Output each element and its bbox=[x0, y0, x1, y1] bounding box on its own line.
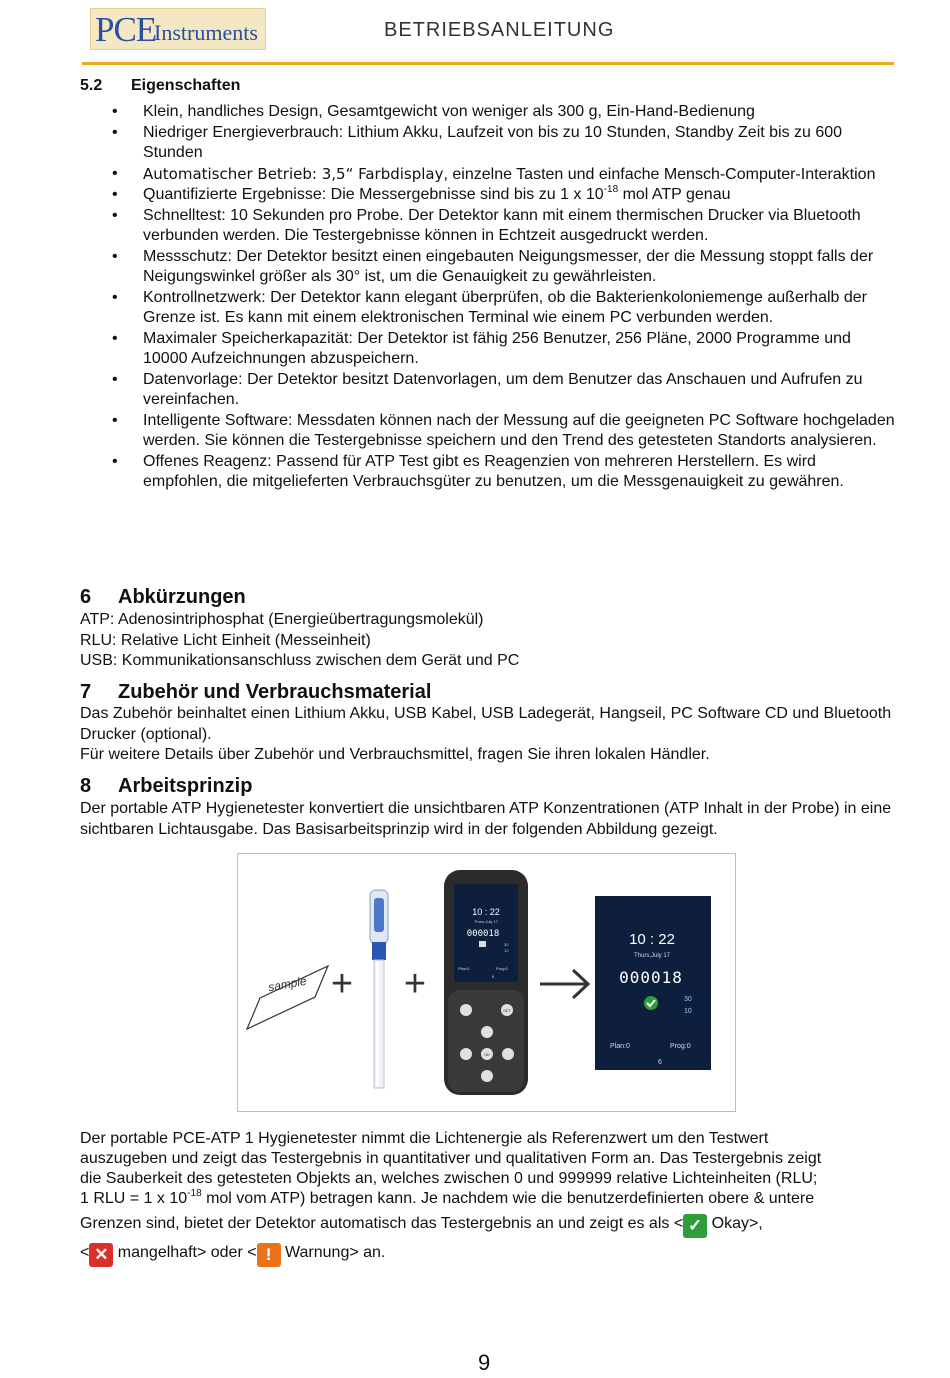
section-7-number: 7 bbox=[80, 681, 92, 703]
section-8-paragraph: Der portable ATP Hygienetester konvertiert die unsichtbaren ATP Konzentrationen (ATP Inhalt in der Probe) in eine sichtbaren Lichtausgabe. Das Basisarbeitsprinzip wird in der folgenden Abbildung gezeigt. bbox=[80, 800, 892, 838]
device-lower-limit: 10 bbox=[504, 948, 509, 953]
list-item: • Schnelltest: 10 Sekunden pro Probe. Der Detektor kann mit einem thermischen Drucker via Bluetooth verbunden werden. Die Testergebnisse können in Echtzeit ausgedruckt werden. bbox=[80, 206, 895, 247]
zoom-prog: Prog:0 bbox=[670, 1043, 691, 1050]
zoom-date: Thurs,July 17 bbox=[633, 953, 671, 959]
section-7-title: Zubehör und Verbrauchsmaterial bbox=[118, 681, 432, 703]
abbreviation-atp: ATP: Adenosintriphosphat (Energieübertragungsmolekül) bbox=[80, 611, 484, 628]
device-prog: Prog:0 bbox=[496, 966, 508, 971]
device-time: 10 : 22 bbox=[472, 907, 500, 917]
list-item: • Klein, handliches Design, Gesamtgewicht von weniger als 300 g, Ein-Hand-Bedienung bbox=[80, 102, 895, 123]
abbreviation-rlu: RLU: Relative Licht Einheit (Messeinheit) bbox=[80, 631, 371, 649]
list-item: • Datenvorlage: Der Detektor besitzt Datenvorlagen, um dem Benutzer das Anschauen und Aufrufen zu vereinfachen. bbox=[80, 370, 895, 411]
sample-label: sample bbox=[267, 973, 308, 995]
section-7-paragraph-2: Für weitere Details über Zubehör und Verbrauchsmittel, fragen Sie ihren lokalen Händler. bbox=[80, 746, 710, 763]
zoom-value: 000018 bbox=[619, 968, 683, 987]
section-8-number: 8 bbox=[80, 775, 92, 797]
closing-line-4: 1 RLU = 1 x $10^{-18}$ mol vom ATP) betragen kann. Je nachdem wie die benutzerdefinierten obere & untere bbox=[80, 1187, 815, 1207]
zoomed-display-image bbox=[595, 896, 711, 1070]
arrow-right-icon bbox=[540, 970, 588, 998]
section-7-paragraph-1: Das Zubehör beinhaltet einen Lithium Akku, USB Kabel, USB Ladegerät, Hangseil, PC Software CD und Bluetooth Drucker (optional). bbox=[80, 705, 892, 743]
zoom-lower-limit: 10 bbox=[684, 1008, 692, 1015]
warning-icon: ! bbox=[257, 1243, 281, 1267]
device-user-count: 6 bbox=[492, 974, 495, 979]
list-item: • Intelligente Software: Messdaten können nach der Messung auf die geeigneten PC Software hochgeladen werden. Sie können die Testergebnisse speichern und den Trend des getesteten Standorts analysieren. bbox=[80, 411, 895, 452]
list-item: • Offenes Reagenz: Passend für ATP Test gibt es Reagenzien von mehreren Herstellern. Es wird empfohlen, die mitgelieferten Verbrauchsgüter zu benutzen, um die Messgenauigkeit zu gewähren. bbox=[80, 452, 895, 493]
device-set-key: SET bbox=[503, 1008, 511, 1013]
zoom-plan: Plan:0 bbox=[610, 1043, 630, 1050]
fail-icon: ✕ bbox=[89, 1243, 113, 1267]
section-5-2-title: Eigenschaften bbox=[131, 77, 241, 94]
device-value: 000018 bbox=[466, 929, 500, 939]
list-item: • Automatischer Betrieb: 3,5“ Farbdisplay, einzelne Tasten und einfache Mensch-Computer-Interaktion bbox=[80, 164, 895, 186]
section-6-title: Abkürzungen bbox=[118, 586, 246, 608]
list-item: • Maximaler Speicherkapazität: Der Detektor ist fähig 256 Benutzer, 256 Pläne, 2000 Programme und 10000 Aufzeichnungen abzuspeichern. bbox=[80, 329, 895, 370]
list-item: • Niedriger Energieverbrauch: Lithium Akku, Laufzeit von bis zu 10 Stunden, Standby Zeit bis zu 600 Stunden bbox=[80, 123, 895, 164]
pce-logo bbox=[90, 8, 266, 50]
zoom-time: 10 : 22 bbox=[629, 931, 675, 948]
working-principle-figure bbox=[237, 853, 736, 1112]
abbreviation-list bbox=[80, 610, 895, 672]
okay-icon: ✓ bbox=[683, 1214, 707, 1238]
atp-device-image bbox=[444, 870, 528, 1095]
zoom-user-count: 6 bbox=[658, 1059, 662, 1066]
closing-line-1: Der portable PCE-ATP 1 Hygienetester nimmt die Lichtenergie als Referenzwert um den Testwert bbox=[80, 1130, 769, 1147]
sample-shape bbox=[247, 966, 328, 1029]
feature-list bbox=[80, 102, 895, 493]
document-title: BETRIEBSANLEITUNG bbox=[384, 19, 615, 41]
list-item: • Kontrollnetzwerk: Der Detektor kann elegant überprüfen, ob die Bakterienkoloniemenge außerhalb der Grenze ist. Es kann mit einem elektronischen Terminal wie einem PC verbunden werden. bbox=[80, 288, 895, 329]
section-6-number: 6 bbox=[80, 586, 92, 608]
section-8-title: Arbeitsprinzip bbox=[118, 775, 253, 797]
header-divider bbox=[82, 62, 894, 65]
section-5-2-number: 5.2 bbox=[80, 77, 103, 94]
plus-sign-2: + bbox=[403, 963, 427, 1005]
device-date: Thurs,July 17 bbox=[473, 919, 499, 924]
list-item: • Quantifizierte Ergebnisse: Die Messergebnisse sind bis zu 1 x $10^{-18}$ mol ATP genau bbox=[80, 185, 895, 206]
logo-instruments-text: Instruments bbox=[154, 20, 258, 45]
zoom-upper-limit: 30 bbox=[684, 996, 692, 1003]
list-item: • Messschutz: Der Detektor besitzt einen eingebauten Neigungsmesser, der die Messung stoppt falls der Neigungswinkel größer als 30° ist, um die Genauigkeit zu gewährleisten. bbox=[80, 247, 895, 288]
swab-image bbox=[370, 890, 388, 1088]
device-ok-key: OK bbox=[484, 1052, 490, 1057]
abbreviation-usb: USB: Kommunikationsanschluss zwischen dem Gerät und PC bbox=[80, 652, 520, 669]
device-plan: Plan:0 bbox=[458, 966, 470, 971]
principle-illustration bbox=[238, 854, 735, 1111]
plus-sign-1: + bbox=[330, 963, 354, 1005]
closing-line-5: Grenzen sind, bietet der Detektor automatisch das Testergebnis an und zeigt es als < ✓ Okay>, bbox=[80, 1214, 895, 1238]
page-number: 9 bbox=[478, 1350, 491, 1375]
closing-line-2: auszugeben und zeigt das Testergebnis in quantitativer und qualitativen Form an. Das Testergebnis zeigt bbox=[80, 1150, 822, 1167]
closing-line-3: die Sauberkeit des getesteten Objekts an, welches zwischen 0 und 999999 relative Lichteinheiten (RLU; bbox=[80, 1170, 818, 1187]
logo-pce-text: PCE bbox=[95, 10, 157, 49]
device-upper-limit: 30 bbox=[504, 942, 509, 947]
closing-line-6: < ✕ mangelhaft> oder < ! Warnung> an. bbox=[80, 1243, 895, 1267]
